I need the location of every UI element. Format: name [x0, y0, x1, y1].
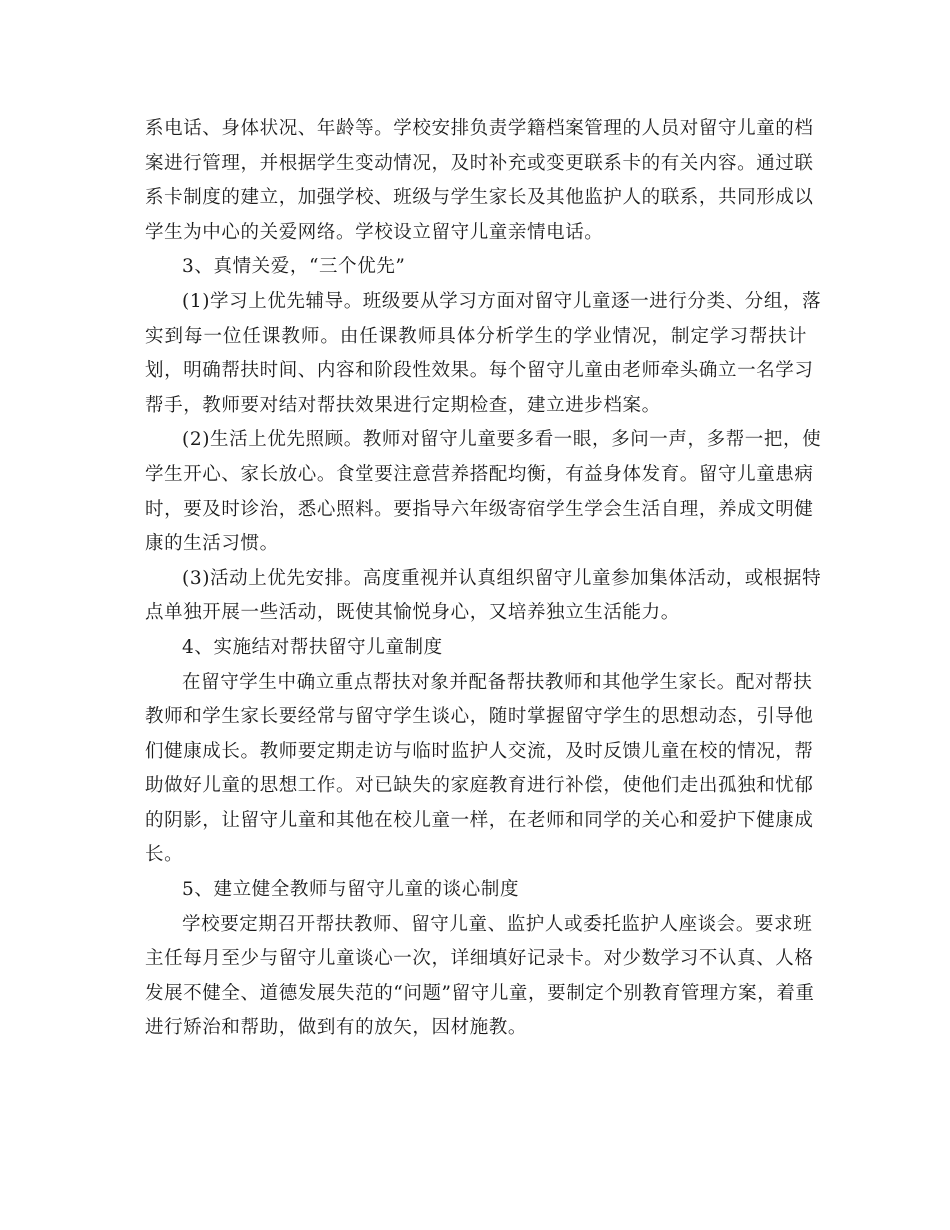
text-line: 系电话、身体状况、年龄等。学校安排负责学籍档案管理的人员对留守儿童的档 — [145, 118, 814, 139]
text-line: 系卡制度的建立，加强学校、班级与学生家长及其他监护人的联系，共同形成以 — [145, 187, 814, 209]
text-line: 发展不健全、道德发展失范的“问题”留守儿童，要制定个别教育管理方案，着重 — [145, 982, 815, 1004]
text-line: 助做好儿童的思想工作。对已缺失的家庭教育进行补偿，使他们走出孤独和忧郁 — [145, 775, 814, 797]
text-line: 进行矫治和帮助，做到有的放矢，因材施教。 — [145, 1017, 528, 1039]
section-heading: 5、建立健全教师与留守儿童的谈心制度 — [182, 879, 520, 901]
text-line: (1)学习上优先辅导。班级要从学习方面对留守儿童逐一进行分类、分组，落 — [182, 290, 822, 312]
text-line: 划，明确帮扶时间、内容和阶段性效果。每个留守儿童由老师牵头确立一名学习 — [145, 360, 814, 382]
section-heading: 4、实施结对帮扶留守儿童制度 — [182, 636, 443, 658]
section-heading: 3、真情关爱，“三个优先” — [182, 256, 406, 278]
text-line: 学生开心、家长放心。食堂要注意营养搭配均衡，有益身体发育。留守儿童患病 — [145, 463, 814, 485]
document-body — [145, 112, 822, 1046]
text-line: 在留守学生中确立重点帮扶对象并配备帮扶教师和其他学生家长。配对帮扶 — [182, 671, 813, 693]
text-line: 学生为中心的关爱网络。学校设立留守儿童亲情电话。 — [145, 221, 604, 243]
text-line: 教师和学生家长要经常与留守学生谈心，随时掌握留守学生的思想动态，引导他 — [145, 706, 814, 728]
text-line: 们健康成长。教师要定期走访与临时监护人交流，及时反馈儿童在校的情况，帮 — [145, 740, 814, 762]
text-line: 帮手，教师要对结对帮扶效果进行定期检查，建立进步档案。 — [145, 394, 661, 416]
text-line: 长。 — [145, 844, 184, 866]
text-line: (3)活动上优先安排。高度重视并认真组织留守儿童参加集体活动，或根据特 — [182, 567, 822, 589]
text-line: 主任每月至少与留守儿童谈心一次，详细填好记录卡。对少数学习不认真、人格 — [145, 948, 814, 970]
text-line: 学校要定期召开帮扶教师、留守儿童、监护人或委托监护人座谈会。要求班 — [182, 913, 813, 935]
text-line: 点单独开展一些活动，既使其愉悦身心，又培养独立生活能力。 — [145, 602, 680, 624]
text-line: 实到每一位任课教师。由任课教师具体分析学生的学业情况，制定学习帮扶计 — [145, 325, 807, 347]
text-line: (2)生活上优先照顾。教师对留守儿童要多看一眼，多问一声，多帮一把，使 — [182, 429, 822, 451]
text-line: 时，要及时诊治，悉心照料。要指导六年级寄宿学生学会生活自理，养成文明健 — [145, 498, 814, 520]
text-line: 案进行管理，并根据学生变动情况，及时补充或变更联系卡的有关内容。通过联 — [145, 152, 814, 174]
text-line: 的阴影，让留守儿童和其他在校儿童一样，在老师和同学的关心和爱护下健康成 — [145, 809, 814, 831]
text-line: 康的生活习惯。 — [145, 533, 279, 555]
